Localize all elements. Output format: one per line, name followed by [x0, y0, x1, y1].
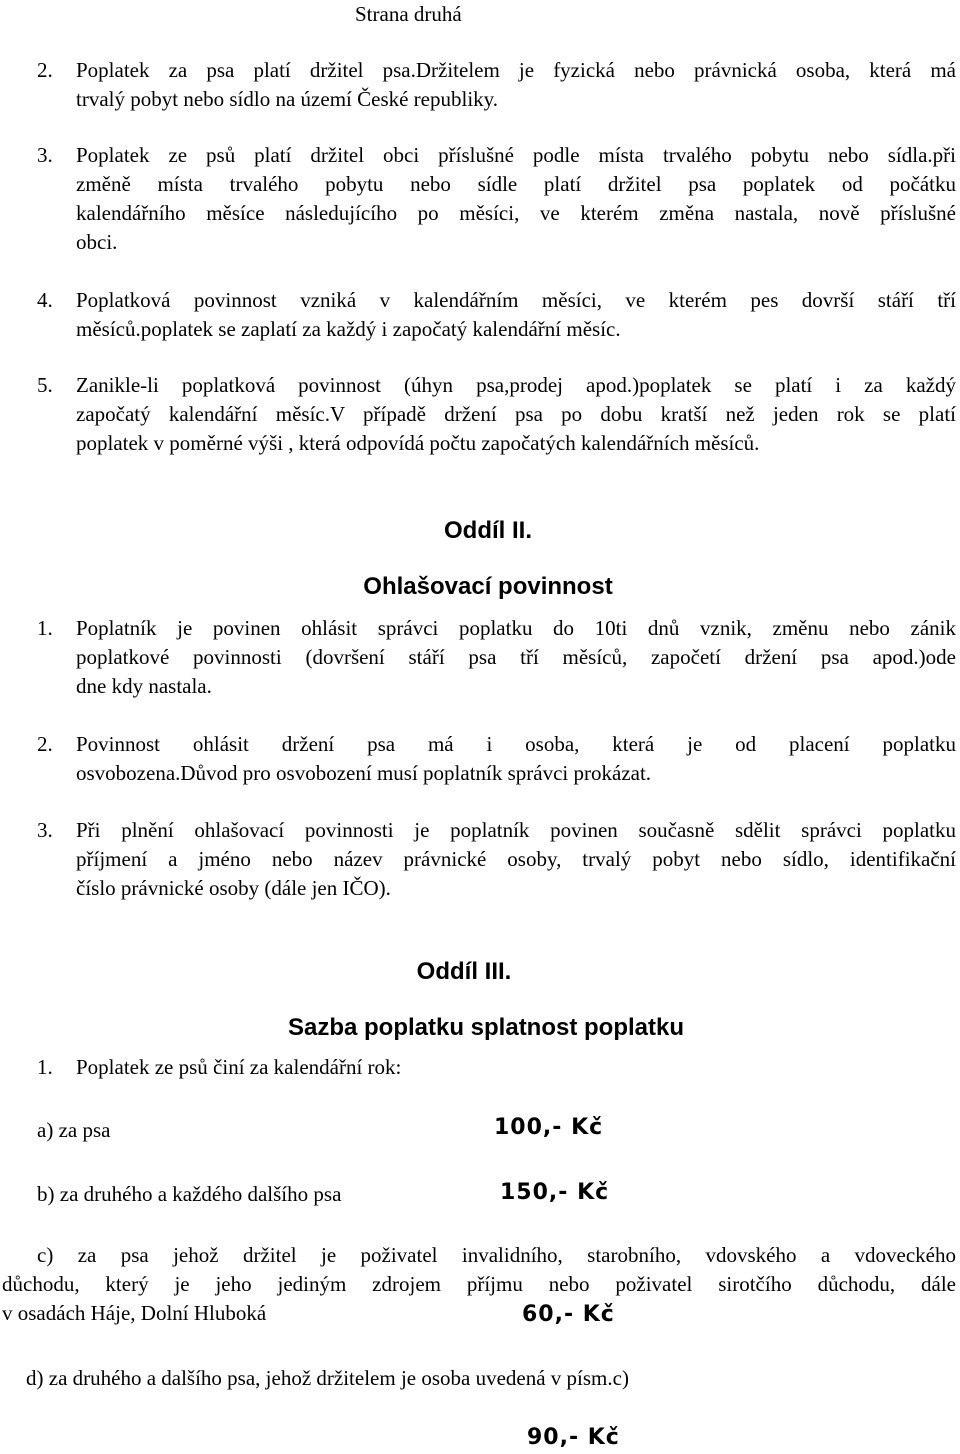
paragraph-oddil2-item-1 [76, 614, 956, 701]
paragraph-line: Poplatek ze psů platí držitel obci příslušné podle místa trvalého pobytu nebo sídla.při [76, 143, 956, 167]
paragraph-line: Povinnost ohlásit držení psa má i osoba, která je od placení poplatku [76, 732, 956, 756]
item-number: 5. [37, 373, 53, 397]
rate-c-amount: 60,- Kč [522, 1302, 615, 1327]
paragraph-line: Poplatek za psa platí držitel psa.Držitelem je fyzická nebo právnická osoba, která má [76, 58, 956, 82]
paragraph-item-5 [76, 371, 956, 458]
paragraph-line: v osadách Háje, Dolní Hluboká [2, 1301, 267, 1325]
paragraph-item-2 [76, 56, 956, 114]
rate-b-amount: 150,- Kč [500, 1180, 610, 1205]
rate-a-label: a) za psa [37, 1118, 111, 1142]
paragraph-line: poplatkové povinnosti (dovršení stáří psa tří měsíců, započetí držení psa apod.)ode [76, 645, 956, 669]
item-number: 1. [37, 616, 53, 640]
rate-c-text [2, 1241, 956, 1328]
rate-d-amount: 90,- Kč [527, 1425, 620, 1450]
paragraph-item-3 [76, 141, 956, 257]
rate-a-amount: 100,- Kč [494, 1115, 604, 1140]
paragraph-line: Poplatník je povinen ohlásit správci poplatku do 10ti dnů vznik, změnu nebo zánik [76, 616, 956, 640]
rate-d-label: d) za druhého a dalšího psa, jehož držitelem je osoba uvedená v písm.c) [26, 1366, 629, 1390]
rate-intro: Poplatek ze psů činí za kalendářní rok: [76, 1055, 402, 1079]
paragraph-line: poplatek v poměrné výši , která odpovídá počtu započatých kalendářních měsíců. [76, 431, 760, 455]
paragraph-line: osvobozena.Důvod pro osvobození musí poplatník správci prokázat. [76, 761, 652, 785]
paragraph-line: trvalý pobyt nebo sídlo na území České republiky. [76, 87, 499, 111]
paragraph-oddil2-item-2 [76, 730, 956, 788]
paragraph-line: Poplatková povinnost vzniká v kalendářním měsíci, ve kterém pes dovrší stáří tří [76, 288, 956, 312]
item-number: 2. [37, 732, 53, 756]
paragraph-line: dne kdy nastala. [76, 674, 212, 698]
item-number: 3. [37, 143, 53, 167]
paragraph-line: kalendářního měsíce následujícího po měsíci, ve kterém změna nastala, nově příslušné [76, 201, 956, 225]
paragraph-item-4 [76, 286, 956, 344]
paragraph-line: důchodu, který je jeho jediným zdrojem příjmu nebo poživatel sirotčího důchodu, dále [2, 1272, 956, 1296]
item-number: 1. [37, 1055, 53, 1079]
page-label: Strana druhá [355, 2, 462, 26]
paragraph-line: Při plnění ohlašovací povinnosti je poplatník povinen současně sdělit správci poplatku [76, 818, 956, 842]
section-subheading: Sazba poplatku splatnost poplatku [287, 1014, 685, 1041]
paragraph-line: obci. [76, 230, 118, 254]
item-number: 2. [37, 58, 53, 82]
paragraph-line: Zanikle-li poplatková povinnost (úhyn psa,prodej apod.)poplatek se platí i za každý [76, 373, 956, 397]
rate-b-label: b) za druhého a každého dalšího psa [37, 1182, 342, 1206]
section-heading: Oddíl II. [444, 517, 532, 544]
item-number: 4. [37, 288, 53, 312]
section-subheading: Ohlašovací povinnost [363, 573, 613, 600]
paragraph-line: příjmení a jméno nebo název právnické osoby, trvalý pobyt nebo sídlo, identifikační [76, 847, 956, 871]
section-heading: Oddíl III. [416, 958, 512, 985]
paragraph-line: změně místa trvalého pobytu nebo sídle platí držitel psa poplatek od počátku [76, 172, 956, 196]
item-number: 3. [37, 818, 53, 842]
paragraph-line: číslo právnické osoby (dále jen IČO). [76, 876, 391, 900]
paragraph-line: započatý kalendářní měsíc.V případě držení psa po dobu kratší než jeden rok se platí [76, 402, 956, 426]
paragraph-oddil2-item-3 [76, 816, 956, 903]
paragraph-line: c) za psa jehož držitel je poživatel invalidního, starobního, vdovského a vdoveckého [37, 1243, 956, 1267]
paragraph-line: měsíců.poplatek se zaplatí za každý i započatý kalendářní měsíc. [76, 317, 621, 341]
